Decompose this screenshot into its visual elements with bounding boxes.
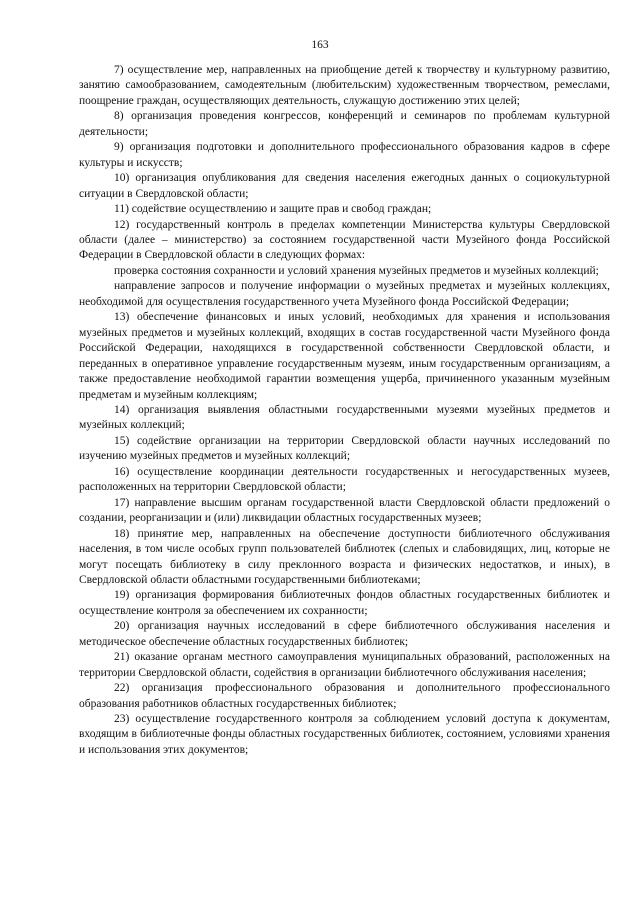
paragraph-item-10: 10) организация опубликования для сведения населения ежегодных данных о социокультурной ситуации в Свердловской области;	[79, 172, 610, 200]
document-body	[79, 63, 610, 758]
paragraph-item-20: 20) организация научных исследований в сфере библиотечного обслуживания населения и методическое обеспечение областных государственных библиотек;	[79, 620, 610, 648]
paragraph-item-23: 23) осуществление государственного контроля за соблюдением условий доступа к документам, входящим в библиотечные фонды областных государственных библиотек, состоянием, условиями хранения и использования этих документов;	[79, 713, 610, 756]
paragraph-item-9: 9) организация подготовки и дополнительного профессионального образования кадров в сфере культуры и искусств;	[79, 141, 610, 169]
paragraph-item-22: 22) организация профессионального образования и дополнительного профессионального образования работников областных государственных библиотек;	[79, 682, 610, 710]
page-number: 163	[311, 39, 329, 51]
paragraph-item-11: 11) содействие осуществлению и защите прав и свобод граждан;	[114, 203, 432, 216]
paragraph-item-17: 17) направление высшим органам государственной власти Свердловской области предложений о создании, реорганизации и (или) ликвидации областных государственных музеев;	[79, 496, 610, 525]
paragraph-item-19: 19) организация формирования библиотечных фондов областных государственных библиотек и осуществление контроля за обеспечением их сохранности;	[79, 589, 610, 617]
paragraph-item-7: 7) осуществление мер, направленных на приобщение детей к творчеству и культурному развитию, занятию самообразованием, самодеятельным (любительским) художественным творчеством, ремеслами, поощрение граждан, осуществляющих деятельность, служащую достижению этих целей;	[79, 64, 610, 107]
paragraph-item-15: 15) содействие организации на территории Свердловской области научных исследований по изучению музейных предметов и музейных коллекций;	[79, 434, 610, 463]
paragraph-item-21: 21) оказание органам местного самоуправления муниципальных образований, расположенных на территории Свердловской области, содействия в организации библиотечного обслуживания населения;	[79, 651, 610, 679]
paragraph-item-12: 12) государственный контроль в пределах компетенции Министерства культуры Свердловской области (далее – министерство) за состоянием государственной части Музейного фонда Российской Федерации в Свердловской области в следующих формах:	[79, 218, 610, 262]
paragraph-item-8: 8) организация проведения конгрессов, конференций и семинаров по проблемам культурной деятельности;	[79, 110, 610, 138]
paragraph-item-16: 16) осуществление координации деятельности государственных и негосударственных музеев, расположенных на территории Свердловской области;	[79, 465, 610, 494]
paragraph-item-14: 14) организация выявления областными государственными музеями музейных предметов и музейных коллекций;	[79, 403, 610, 432]
paragraph-item-12-form-2: направление запросов и получение информации о музейных предметах и музейных коллекциях, необходимой для осуществления государственного учета Музейного фонда Российской Федерации;	[79, 280, 610, 308]
paragraph-item-13: 13) обеспечение финансовых и иных условий, необходимых для хранения и использования музейных предметов и музейных коллекций, входящих в состав государственной части Музейного фонда Российской Федерации, находящихся в государственной собственности Свердловской области, и переданных в оперативное управление государственным музеям, иным государственным организациям, а также предоставление необходимой гарантии возмещения ущерба, причиненного указанным музейным предметам и музейным коллекциям;	[79, 311, 610, 401]
paragraph-item-12-form-1: проверка состояния сохранности и условий хранения музейных предметов и музейных коллекций;	[114, 264, 599, 277]
paragraph-item-18: 18) принятие мер, направленных на обеспечение доступности библиотечного обслуживания населения, в том числе особых групп пользователей библиотек (слепых и слабовидящих, лиц, которые не могут посещать библиотеку в силу преклонного возраста и физических недостатков, и иных), в Свердловской области областными государственными библиотеками;	[79, 527, 610, 586]
